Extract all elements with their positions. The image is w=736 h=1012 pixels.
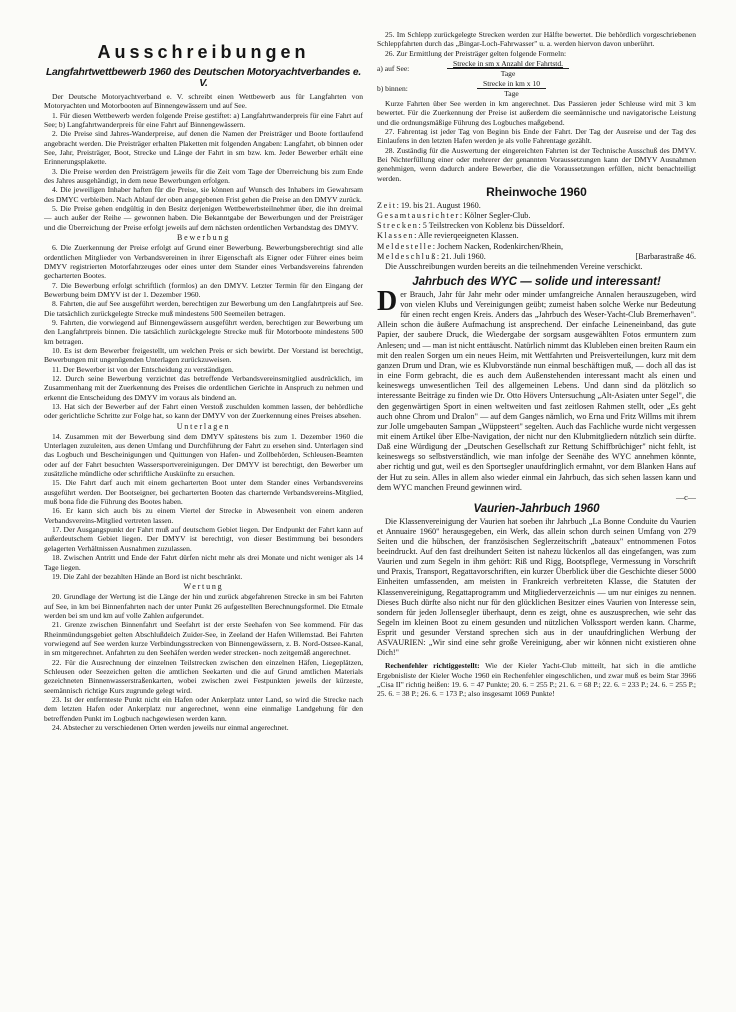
section-heading-wertung: Wertung [183, 582, 224, 592]
formula-sea [377, 59, 696, 78]
intro-paragraph: 4. Die jeweiligen Inhaber haften für die Preise, sie können auf Wunsch des Inhabers im Gewahrsam des DMYC verbleiben. Nach Ablauf der oben angegebenen Frist gehen die Preise an den DMYV zurück. [44, 185, 363, 204]
wyc-heading: Jahrbuch des WYC — solide und interessant! [412, 275, 661, 288]
wyc-body: Der Brauch, Jahr für Jahr mehr oder minder umfangreiche Annalen herauszugeben, wird von vielen Klubs und Vereinigungen geübt; zumeist haben solche Werke nur Bedeutung für einen recht engen Kreis. Anders das „Jahrbuch des Weser-Yacht-Club Bremerhaven". Allein schon die äußere Aufmachung ist ansprechend. Der einfache Leineneinband, das gute Papier, der saubere Druck, die Wiedergabe der sorgsam ausgewählten Fotos ermuntern zum Anlesen; und — man ist nicht enttäuscht. Natürlich nimmt das Klubleben einen breiten Raum ein mit den realen Sorgen um ein neues Heim, mit Wettfahrten und Preisverteilungen, kurz mit dem ganzen Drum und Dran, wie es Klubvorstände nun einmal beschäftigen muß, — doch all das ist in eine Form gebracht, die es auch dem Außenstehenden interessant macht als einen und keineswegs unwesentlichen Teil des allgemeinen Lebens. Und dann sind da plötzlich so interessante Beiträge zu finden wie Dr. Otto Hövers Untersuchung „Alt-Asiaten unter Segel", die den gegenwärtigen Sport in einen weltweiten und fast zeitlosen Rahmen stellt, oder „Es geht auch ohne Chrom und Dralon" — auf dem Ganges nämlich, wo Erna und Fritz Willms mit ihrem zur Jolle umgebauten Sampan „Wüppsteert" segelten. Auch das Fachliche wurde nicht vergessen mit einem Artikel über Elbe-Navigation, der nicht nur den Klubmitgliedern nützlich sein dürfte. Daß eine Würdigung der „Deutschen Gesellschaft zur Rettung Schiffbrüchiger" nicht fehlt, ist keineswegs so selbstverständlich, wie man infolge der Seenähe des WYC annehmen könnte, aber richtig und gut, weil es den Sportsegler unaufdringlich ermahnt, vor dem Blanken Hans auf der Hut zu sein. Alles in allem also wieder einmal ein Jahrbuch, das sich sehen lassen kann und dem WYC manchen Freund gewinnen wird. [377, 285, 696, 492]
unterlagen-paragraph: 16. Er kann sich auch bis zu einem Viertel der Strecke in Abwesenheit von einem anderen Verbandsvereins-Mitglied vertreten lassen. [44, 506, 363, 525]
wyc-signature: —c— [675, 492, 696, 502]
intro-paragraph: 1. Für diesen Wettbewerb werden folgende Preise gestiftet: a) Langfahrtwanderpreis für eine Fahrt auf See; b) Langfahrtwanderpreis für eine Fahrt auf Binnengewässern. [44, 110, 363, 130]
formula-sea-denominator: Tage [500, 69, 516, 79]
vaurien-review [377, 517, 696, 658]
bewerbung-section [44, 243, 363, 421]
rules-end [377, 99, 696, 183]
formula-inland-denominator: Tage [504, 89, 519, 99]
formula-inland-numerator: Strecke in km x 10 [477, 79, 546, 89]
intro-paragraph: Der Deutsche Motoryachtverband e. V. schreibt einen Wettbewerb aus für Langfahrten von Motoryachten und Motorbooten auf Binnengewässern und auf See. [44, 92, 363, 111]
rheinwoche-section [377, 201, 696, 272]
wertung-section [44, 592, 363, 732]
rheinwoche-ausrichter: Gesamtausrichter: Kölner Segler-Club. [377, 211, 531, 221]
vaurien-body: Die Klassenvereinigung der Vaurien hat soeben ihr Jahrbuch „La Bonne Conduite du Vaurien et Annuaire 1960" herausgegeben, ein Werk, das allein schon durch seinen Umfang von 279 Seiten und die hübschen, der französischen Seglerzeitschrift „bateaux" entnommenen Fotos beeindruckt. Auf den fast dreihundert Seiten ist nahezu lückenlos all das eingefangen, was zum Vaurien und zum Segeln in ihm gehört: Riß und Rigg, Bootspflege, Vermessung in Vorschrift und Praxis, Transport, Regattavorschriften, ein kurzer Überblick über die Geschichte dieser 5000 Einheiten umfassenden, am meisten in Frankreich verbreiteten Klasse, die Statuten der Klassenvereinigung, Regattaprogramm und Mitgliederverzeichnis — um nur einiges zu nennen. Dieses Buch dürfte also nicht nur für den glücklichen Besitzer eines Vaurien von Interesse sein, sondern für jeden Jollensegler überhaupt, denn es zeigt, ohne es auszusprechen, wie sehr das Segeln im kleinen Boot zu einem gesunden und nützlichen Volkssport werden kann. Charme, Esprit und gesunder Verstand sprechen sich aus in der unaufdringlichen Werbung der ASVAURIEN: „Wir sind eine sehr große Vereinigung, aber wir können nicht existieren ohne Dich!" [377, 516, 696, 658]
rules-paragraph: Kurze Fahrten über See werden in km angerechnet. Das Passieren jeder Schleuse wird mit 3 km bewertet. Für die Zuerkennung der Preise ist außerdem die seemännische und navigatorische Leistung und die ordnungsmäßige Führung des Logbuches maßgebend. [377, 99, 696, 127]
intro-paragraph: 5. Die Preise gehen endgültig in den Besitz derjenigen Wettbewerbsteilnehmer über, die ihn dreimal — auch außer der Reihe — gewonnen haben. Die Bekanntgabe der Bewerbungen und der Preisträger und die Überreichung der Preise erfolgt jeweils auf dem nächsten ordentlichen Verbandstag des DMYV. [44, 204, 363, 232]
rheinwoche-meldeschluss: Meldeschluß: 21. Juli 1960. [Barbarastraße 46. [377, 251, 696, 261]
section-heading-bewerbung: Bewerbung [176, 233, 231, 243]
unterlagen-paragraph: 14. Zusammen mit der Bewerbung sind dem DMYV spätestens bis zum 1. Dezember 1960 die Unterlagen zuzuleiten, aus denen Umfang und Durchführung der Fahrt zu ersehen sind. Unterlagen sind das Logbuch und Bescheinigungen und Quittungen von Hafen- und Zollbehörden, Schleusen-Beamten oder auf der Fahrt besuchten Wassersportvereinigungen. Der DMYV ist berechtigt, den Bewerber um zusätzliche mündliche oder schriftliche Auskünfte zu ersuchen. [44, 431, 363, 479]
bewerbung-paragraph: 12. Durch seine Bewerbung verzichtet das betreffende Verbandsvereinsmitglied ausdrücklich, im Zusammenhang mit der Zuerkennung des Preises die ordentlichen Gerichte in Anspruch zu nehmen und erkennt die Entscheidung des DMYV im voraus als bindend an. [44, 373, 363, 402]
unterlagen-paragraph: 15. Die Fahrt darf auch mit einem gecharterten Boot unter dem Stander eines Verbandsvereins ausgeführt werden. Der Bootseigner, bei gecharterten Booten das charternde Verbandsvereins-Mitglied, muß bona fide die Führung des Bootes haben. [44, 478, 363, 507]
rules-paragraph: 27. Fahrentag ist jeder Tag von Beginn bis Ende der Fahrt. Der Tag der Ausreise und der Tag des Einlaufens in den letzten Hafen werden je als volle Fahrentage gezählt. [377, 127, 696, 146]
bewerbung-paragraph: 13. Hat sich der Bewerber auf der Fahrt einen Verstoß zuschulden kommen lassen, der behördliche oder gerichtliche Schritte zur Folge hat, so kann der DMYV von der Zuerkennung eines Preises absehen. [44, 402, 363, 421]
rules-paragraph: 25. Im Schlepp zurückgelegte Strecken werden zur Hälfte bewertet. Die behördlich vorgeschriebenen Schleppfahrten durch das „Bingar-Loch-Fahrwasser" u. a. werden hiervon davon unberührt. [377, 30, 696, 49]
wertung-paragraph: 20. Grundlage der Wertung ist die Länge der hin und zurück abgefahrenen Strecke in sm bei Fahrten auf See, in km bei Binnenfahrten nach der unter Punkt 26 aufgestellten Berechnungsformel. Die Etmale werden bei sm und km auf volle Zahlen aufgerundet. [44, 592, 363, 620]
rheinwoche-meldestelle: Meldestelle: Jochem Nacken, Rodenkirchen/Rhein, [377, 241, 564, 251]
unterlagen-section [44, 432, 363, 582]
vaurien-heading: Vaurien-Jahrbuch 1960 [473, 502, 600, 515]
bewerbung-paragraph: 9. Fahrten, die vorwiegend auf Binnengewässern ausgeführt werden, berechtigen zur Bewerbung um den Langfahrtpreis binnen. Die tatsächlich zurückgelegte Strecke muß für Motorboote mindestens 500 km betragen. [44, 317, 363, 346]
left-column [44, 30, 363, 992]
wyc-review [377, 285, 696, 502]
formula-inland-label: b) binnen: [377, 84, 408, 94]
masthead [44, 42, 363, 89]
wertung-paragraph: 21. Grenze zwischen Binnenfahrt und Seefahrt ist der erste Seehafen von See kommend. Für das Rheinmündungsgebiet gelten Abschlußdeich Zuider-See, in Zeeland der Hafen Willemstad. Bei Fahrten vorwiegend auf See werden kurze Verbindungsstrecken von Binnengewässern, z. B. Nord-Ostsee-Kanal, in sm mitgerechnet. Anfahrten zu den Seehäfen werden weder strecken- noch zeitgemäß angerechnet. [44, 620, 363, 658]
section-heading-unterlagen: Unterlagen [176, 421, 231, 431]
bewerbung-paragraph: 8. Fahrten, die auf See ausgeführt werden, berechtigen zur Bewerbung um den Langfahrtpreis auf See. Die tatsächlich zurückgelegte Strecke muß mindestens 500 Seemeilen betragen. [44, 299, 363, 318]
intro-paragraph: 2. Die Preise sind Jahres-Wanderpreise, auf denen die Namen der Preisträger und Boote fortlaufend angebracht werden. Die Preisträger erhalten Plaketten mit folgenden Angaben: Langfahrt, ob binnen oder See, Jahr, Preisträger, Boot, Strecke und Länge der Fahrt in sm bzw. km. Jeder Bewerber erhält eine Erinnerungsplakette. [44, 129, 363, 167]
formula-sea-label: a) auf See: [377, 64, 410, 74]
wertung-paragraph: 24. Abstecher zu verschiedenen Orten werden jeweils nur einmal angerechnet. [52, 723, 289, 732]
page-subtitle: Langfahrtwettbewerb 1960 des Deutschen Motoryachtverbandes e. V. [45, 67, 362, 89]
correction-note [377, 661, 696, 698]
formula-inland-fraction [477, 79, 546, 98]
page-title: Ausschreibungen [97, 42, 310, 62]
formula-sea-fraction [447, 59, 569, 78]
unterlagen-paragraph: 18. Zwischen Antritt und Ende der Fahrt dürfen nicht mehr als drei Monate und nicht weniger als 14 Tage liegen. [44, 553, 363, 572]
wertung-paragraph: 22. Für die Ausrechnung der einzelnen Teilstrecken zwischen den einzelnen Häfen, Liegeplätzen, Schleusen oder Seezeichen gelten die amtlichen Seekarten und die auf Grund amtlichen Materials gezeichneten Binnenwasserstraßenkarten, wobei zwischen zwei Festpunkten jeweils der kürzeste, seemännisch richtige Kurs zugrunde gelegt wird. [44, 657, 363, 695]
rheinwoche-klassen: Klassen: Alle revierqeeigneten Klassen. [377, 231, 519, 241]
intro-section [44, 92, 363, 232]
bewerbung-paragraph: 6. Die Zuerkennung der Preise erfolgt auf Grund einer Bewerbung. Bewerbungsberechtigt sind alle ordentlichen Mitglieder von Verbandsvereinen in ihrer Eigenschaft als Eigner oder Führer eines beim DMYV registrierten Motorfahrzeuges oder eines unter dem Stander eines Verbandsvereins fahrenden gecharterten Bootes. [44, 243, 363, 281]
wertung-paragraph: 23. Ist der entfernteste Punkt nicht ein Hafen oder Ankerplatz unter Land, so wird die Strecke nach dem letzten Hafen oder Ankerplatz nur angerechnet, wenn eine einmalige Landgehung für den betreffenden Punkt im Logbuch nachgewiesen werden kann. [44, 694, 363, 723]
correction-body: Rechenfehler richtiggestellt: Wie der Kieler Yacht-Club mitteilt, hat sich in die amtliche Ergebnisliste der Kieler Woche 1960 ein Rechenfehler eingeschlichen, und zwar muß es beim Star 3966 „Cisa II" richtig heißen: 19. 6. = 47 Punkte; 20. 6. = 255 P.; 21. 6. = 68 P.; 22. 6. = 233 P.; 24. 6. = 255 P.; 25. 6. = 38 P.; 26. 6. = 173 P.; also insgesamt 1069 Punkte! [377, 661, 696, 699]
bewerbung-paragraph: 10. Es ist dem Bewerber freigestellt, um welchen Preis er sich bewirbt. Der Vorstand ist berechtigt, Bewerbungen mit ungenügenden Unterlagen zurückzuweisen. [44, 345, 363, 365]
right-column [377, 30, 696, 992]
unterlagen-paragraph: 17. Der Ausgangspunkt der Fahrt muß auf deutschem Gebiet liegen. Der Endpunkt der Fahrt kann auf außerdeutschem Gebiet liegen. Der DMYV ist berechtigt, von dieser Bestimmung bei besonders gelagerten Verhältnissen Ausnahmen zuzulassen. [44, 525, 363, 553]
bewerbung-paragraph: 7. Die Bewerbung erfolgt schriftlich (formlos) an den DMYV. Letzter Termin für den Eingang der Bewerbung beim DMYV ist der 1. Dezember 1960. [44, 280, 363, 299]
bewerbung-paragraph: 11. Der Bewerber ist von der Entscheidung zu verständigen. [52, 364, 234, 374]
rules-continued [377, 30, 696, 58]
unterlagen-paragraph: 19. Die Zahl der bezahlten Hände an Bord ist nicht beschränkt. [52, 571, 243, 581]
rules-paragraph: 26. Zur Ermittlung der Preisträger gelten folgende Formeln: [385, 48, 567, 58]
rheinwoche-zeit: Zeit: 19. bis 21. August 1960. [377, 201, 481, 211]
rheinwoche-closing: Die Ausschreibungen wurden bereits an die teilnehmenden Vereine verschickt. [385, 261, 643, 271]
intro-paragraph: 3. Die Preise werden den Preisträgern jeweils für die Zeit vom Tage der Überreichung bis zum Ende des Jahres ausgehändigt, in dem neue Bewerbungen erfolgen. [44, 166, 363, 186]
formula-inland [377, 79, 696, 98]
rheinwoche-strecken: Strecken: 5 Teilstrecken von Koblenz bis Düsseldorf. [377, 221, 565, 231]
wyc-dropcap: D [377, 285, 398, 317]
formula-sea-numerator: Strecke in sm x Anzahl der Fahrtstd. [447, 59, 569, 69]
rules-paragraph: 28. Zuständig für die Auswertung der eingereichten Fahrten ist der Technische Ausschuß des DMYV. Bei Nichterfüllung einer oder mehrerer der genannten Voraussetzungen kann der DMYV Ausnahmen genehmigen, wenn dadurch andere Bewerber, die die Voraussetzungen erfüllen, nicht benachteiligt werden. [377, 145, 696, 183]
rheinwoche-heading: Rheinwoche 1960 [486, 185, 587, 200]
